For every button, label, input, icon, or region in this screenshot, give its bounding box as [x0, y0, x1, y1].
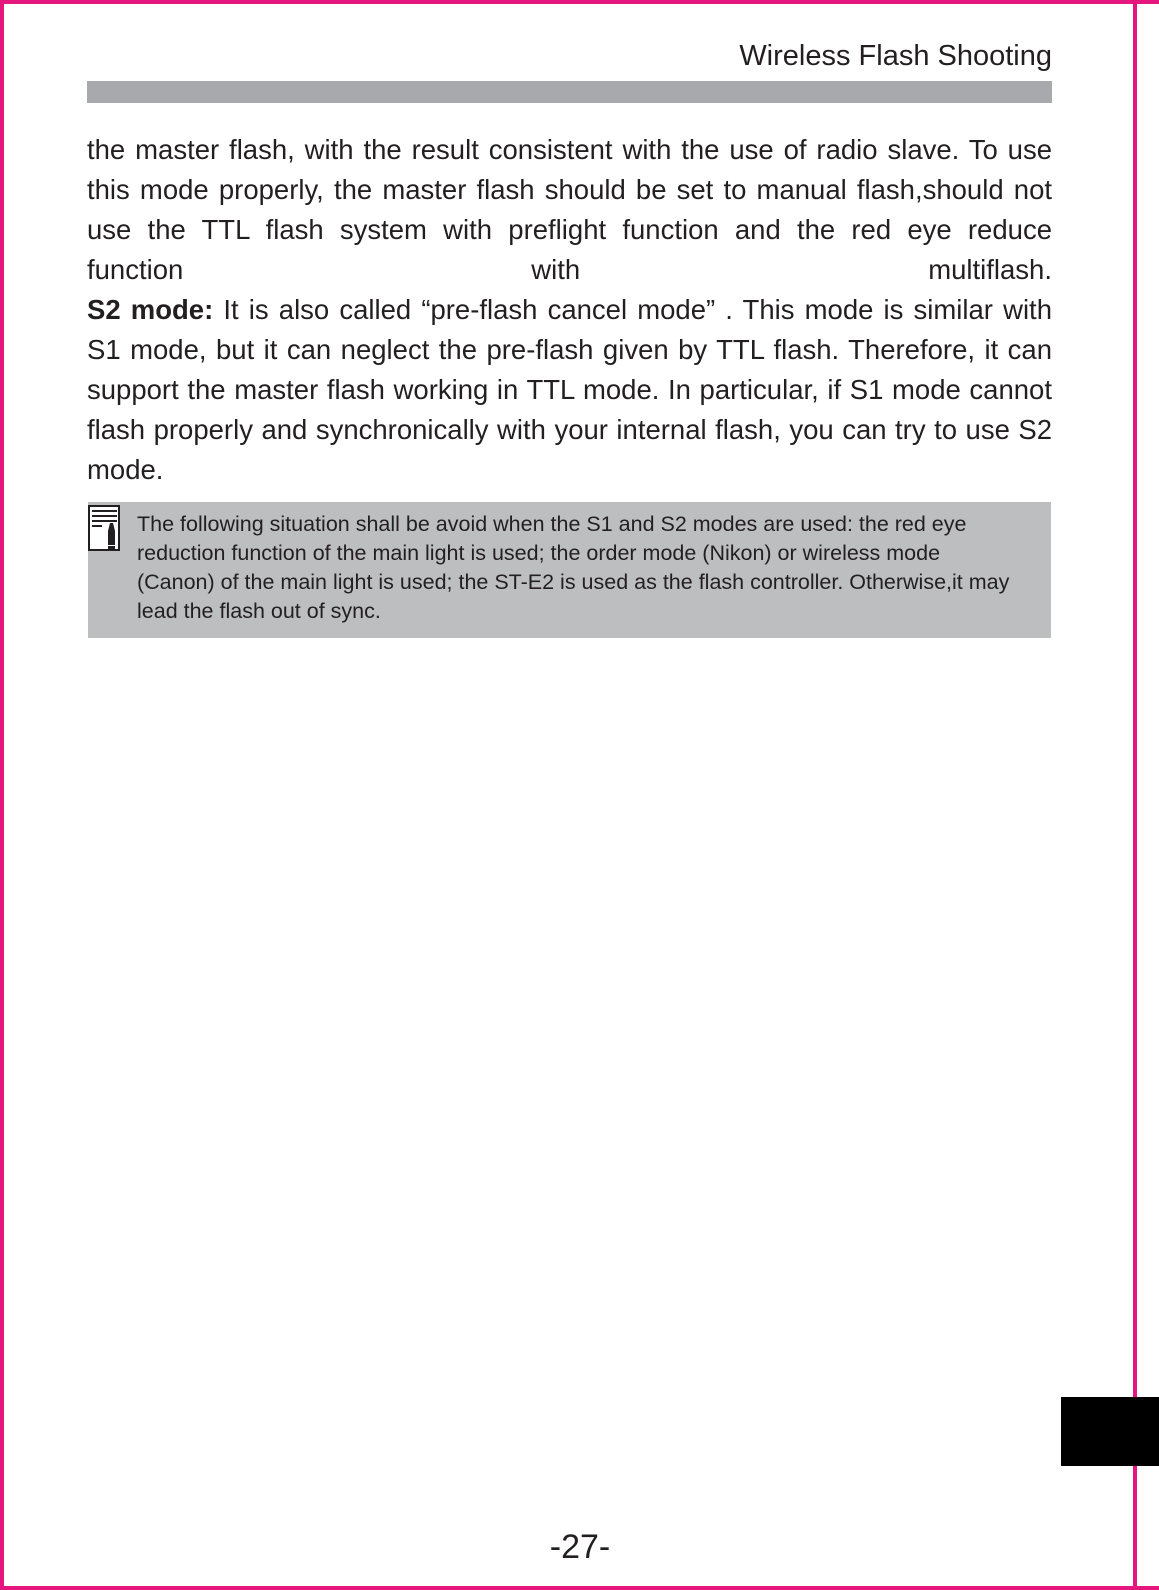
s2-mode-label: S2 mode:	[87, 294, 214, 325]
header-bar	[87, 81, 1052, 103]
note-box	[88, 502, 1051, 638]
paragraph-text: the master flash, with the result consistent with the use of radio slave. To use this mode properly, the master flash should be set to manual flash,should not use the TTL flash system with preflight function and the red eye reduce function with multiflash.	[87, 134, 1052, 285]
s2-mode-text: It is also called “pre-flash cancel mode” . This mode is similar with S1 mode, but it can neglect the pre-flash given by TTL flash. Therefore, it can support the master flash working in TTL mode. In particular, if S1 mode cannot flash properly and synchronically with your internal flash, you can try to use S2 mode.	[87, 294, 1052, 485]
chapter-thumb-tab	[1061, 1397, 1159, 1466]
page-number: -27-	[549, 1528, 611, 1566]
note-text	[137, 510, 1021, 626]
note-paragraph: The following situation shall be avoid when the S1 and S2 modes are used: the red eye reduction function of the main light is used; the order mode (Nikon) or wireless mode (Canon) of the main light is used; the ST-E2 is used as the flash controller. Otherwise,it may lead the flash out of sync.	[137, 512, 1010, 623]
body-text	[87, 130, 1052, 490]
paragraph-continuation	[87, 130, 1052, 290]
section-title: Wireless Flash Shooting	[739, 40, 1052, 72]
paragraph-s2-mode	[87, 290, 1052, 490]
page-border-right	[1133, 0, 1137, 1590]
memo-note-icon	[88, 505, 122, 553]
